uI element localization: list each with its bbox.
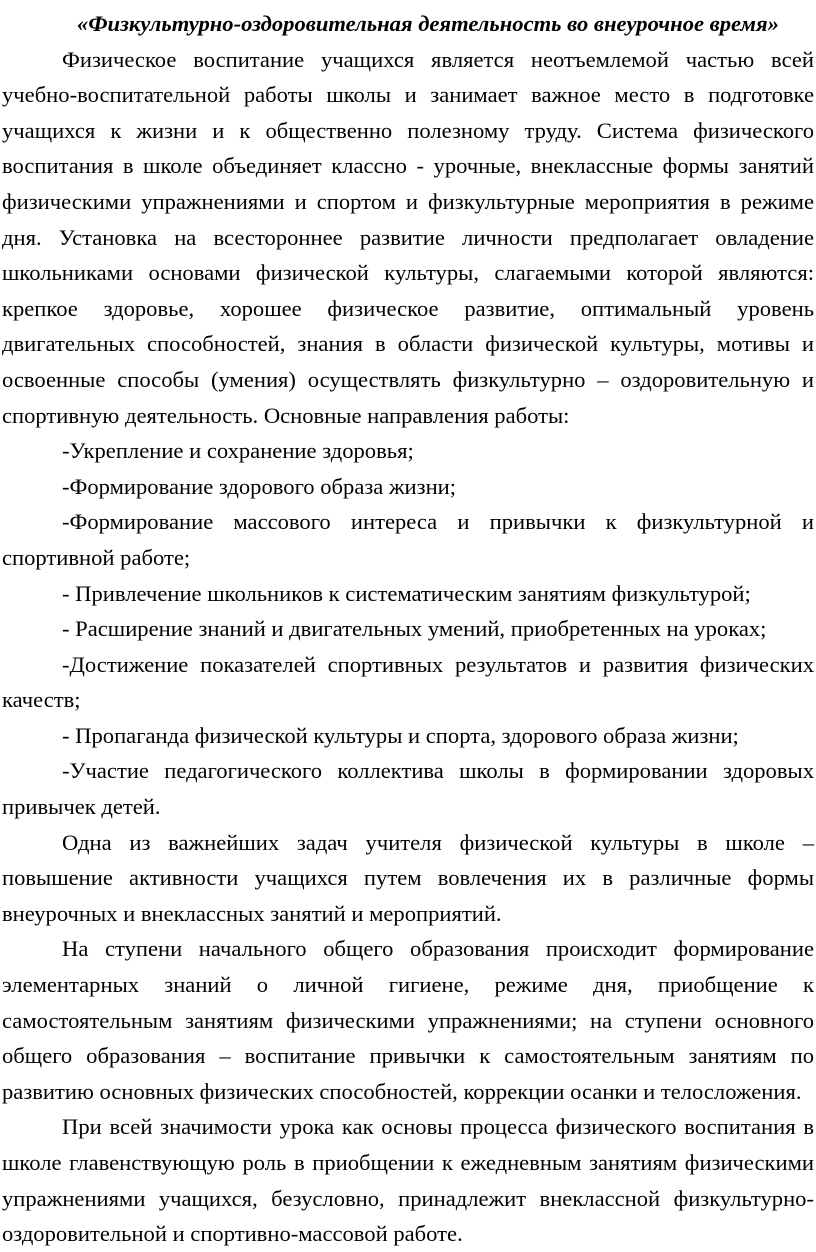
directions-list (2, 433, 814, 825)
direction-item: - Расширение знаний и двигательных умений, приобретенных на уроках; (62, 616, 767, 642)
task-paragraph: Одна из важнейших задач учителя физической культуры в школе – повышение активности учащихся путем вовлечения их в различные формы внеурочных и внеклассных занятий и мероприятий. (2, 829, 814, 926)
direction-item: -Формирование здорового образа жизни; (62, 473, 457, 499)
intro-paragraph: Физическое воспитание учащихся является неотъемлемой частью всей учебно-воспитательной работы школы и занимает важное место в подготовке учащихся к жизни и к общественно полезному труду. Система физического воспитания в школе объединяет классно - урочные, внеклассные формы занятий физическими упражнениями и спортом и физкультурные мероприятия в режиме дня. Установка на всестороннее развитие личности предполагает овладение школьниками основами физической культуры, слагаемыми которой являются: крепкое здоровье, хорошее физическое развитие, оптимальный уровень двигательных способностей, знания в области физической культуры, мотивы и освоенные способы (умения) осуществлять физкультурно – оздоровительную и спортивную деятельность. Основные направления работы: (2, 46, 814, 428)
direction-item: -Формирование массового интереса и привычки к физкультурной и спортивной работе; (2, 509, 814, 570)
direction-item: -Участие педагогического коллектива школы в формировании здоровых привычек детей. (2, 758, 814, 820)
direction-item: -Достижение показателей спортивных результатов и развития физических качеств; (2, 651, 814, 713)
direction-item: -Укрепление и сохранение здоровья; (62, 438, 414, 464)
conclusion-paragraph: При всей значимости урока как основы процесса физического воспитания в школе главенствующую роль в приобщении к ежедневным занятиям физическими упражнениями учащихся, безусловно, принадлежит внеклассной физкультурно-оздоровительной и спортивно-массовой работе. (2, 1114, 814, 1247)
direction-item: - Пропаганда физической культуры и спорта, здорового образа жизни; (62, 722, 739, 748)
direction-item: - Привлечение школьников к систематическим занятиям физкультурой; (62, 580, 751, 606)
document-title: «Физкультурно-оздоровительная деятельность во внеурочное время» (77, 11, 779, 36)
stages-paragraph: На ступени начального общего образования происходит формирование элементарных знаний о личной гигиене, режиме дня, приобщение к самостоятельным занятиям физическими упражнениями; на ступени основного общего образования – воспитание привычки к самостоятельным занятиям по развитию основных физических способностей, коррекции осанки и телосложения. (2, 936, 814, 1104)
